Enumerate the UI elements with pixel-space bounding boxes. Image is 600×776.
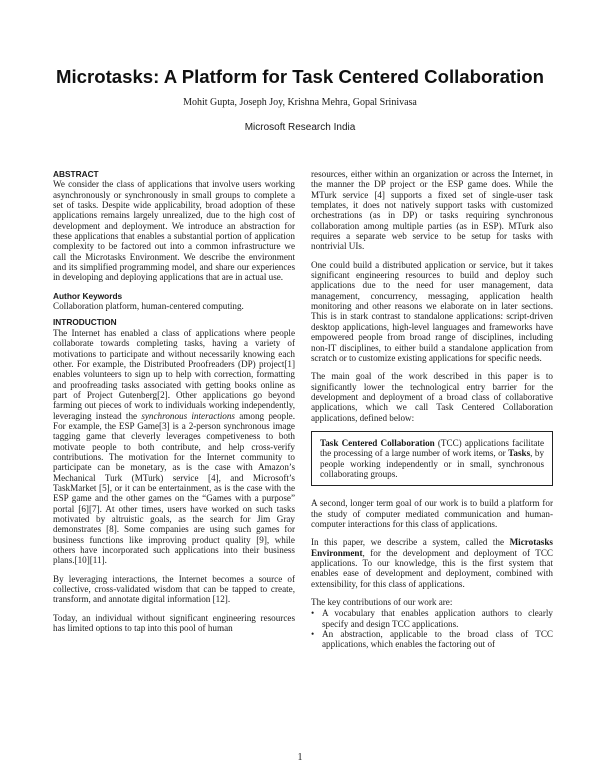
page-number: 1 — [297, 752, 303, 763]
callout-term-tcc: Task Centered Collaboration — [320, 437, 435, 448]
bullet-icon: • — [311, 629, 315, 640]
callout-text-2: , by people working independently or in small, synchronous collaborating groups. — [320, 448, 544, 479]
intro-paragraph-3: Today, an individual without significant engineering resources has limited options to tap into this pool of human — [53, 612, 295, 634]
keywords-text: Collaboration platform, human-centered computing. — [53, 301, 244, 312]
intro-paragraph-7: A second, longer term goal of our work is to build a platform for the study of computer mediated communication and human-computer interactions for this class of applications. — [311, 498, 553, 529]
callout-term-tasks: Tasks — [508, 448, 531, 459]
contributions-list — [311, 608, 553, 649]
right-column — [311, 169, 553, 650]
abstract-heading: ABSTRACT — [53, 169, 99, 179]
abstract-text: We consider the class of applications that involve users working asynchronously or synchronously in small groups to complete a set of tasks. Despite wide applicability, broad adoption of these applications remains largely unrealized, due to the high cost of development and deployment. We introduce an abstraction for these applications that enables a substantial portion of application complexity to be factored out into a common infrastructure we call the Microtasks Environment. We describe the environment and its simplified programming model, and share our experiences in developing and deploying applications that are in actual use. — [53, 179, 295, 283]
intro-p1-emphasis: synchronous interactions — [141, 410, 235, 421]
intro-p1-text-b: among people. For example, the ESP Game[3] is a 2-person synchronous image tagging game that cleverly leverages competiveness to both motivate people to both contribute, and help cross-verify contributions. The motivation for the Internet community to participate can be monetary, as is the case with Amazon’s Mechanical Turk (MTurk) service [4], and Microsoft’s TaskMarket [5], or it can be entertainment, as is the case with the ESP game and the other games on the “Games with a purpose” portal [6][7]. At other times, users have worked on such tasks motivated by altruistic goals, as the search for Jim Gray demonstrates [8]. Some companies are using such games for business functions like improving product quality [9], while others have incorporated such applications into their business plans.[10][11]. — [53, 410, 295, 566]
introduction-heading: INTRODUCTION — [53, 317, 117, 328]
author-list: Mohit Gupta, Joseph Joy, Krishna Mehra, Gopal Srinivasa — [183, 97, 417, 108]
affiliation: Microsoft Research India — [244, 122, 356, 133]
callout-text-1: (TCC) applications facilitate the processing of a large number of work items, or — [320, 437, 544, 459]
intro-paragraph-5: One could build a distributed application or service, but it takes significant engineering resources to build and deploy such applications due to the need for user management, data management, concurrency, messaging, application health monitoring and other reasons we elaborate on in later sections. This is in stark contrast to standalone applications: script-driven desktop applications, high-level languages and frameworks have empowered people from broad range of disciplines, including non-IT disciplines, to either build a standalone application from scratch or to customize existing applications for specific needs. — [311, 259, 553, 363]
bullet-icon: • — [311, 608, 315, 619]
tcc-definition-box — [311, 431, 553, 486]
paper-title: Microtasks: A Platform for Task Centered Collaboration — [55, 66, 544, 87]
contribution-text: An abstraction, applicable to the broad class of TCC applications, which enables the factoring out of — [322, 629, 553, 650]
left-column — [53, 169, 295, 641]
intro-paragraph-9: The key contributions of our work are: — [311, 597, 453, 608]
intro-paragraph-8 — [311, 537, 553, 589]
intro-paragraph-2: By leveraging interactions, the Internet becomes a source of collective, cross-validated wisdom that can be tapped to create, transform, and annotate digital information [12]. — [53, 573, 295, 605]
intro-p8-bold: Microtasks Environment — [311, 537, 553, 558]
list-item — [311, 629, 553, 650]
keywords-heading: Author Keywords — [53, 290, 123, 301]
intro-paragraph-4: resources, either within an organization or across the Internet, in the manner the DP project or the ESP game does. While the MTurk service [4] supports a fixed set of single-user task templates, it does not natively support tasks with customized orchestrations (as in DP) or tasks requiring synchronous collaboration among multiple parties (as in ESP). MTurk also requires a separate web service to be setup for tasks with nontrivial UIs. — [311, 169, 553, 252]
intro-p1-text-a: The Internet has enabled a class of applications where people collaborate towards completing tasks, having a variety of motivations to participate and without necessarily knowing each other. For example, the Distributed Proofreaders (DP) project[1] enables volunteers to sign up to help with correction, formatting and proofreading tasks associated with getting books online as part of Project Gutenberg[2]. Other applications go beyond farming out pieces of work to individuals working independently, leveraging instead the — [53, 327, 295, 421]
intro-p8-text-b: , for the development and deployment of TCC applications. To our knowledge, this is the first system that enables ease of development and deployment, combined with extensibility, for this class of applications. — [311, 547, 553, 589]
intro-p8-text-a: In this paper, we describe a system, called the — [311, 537, 510, 548]
intro-paragraph-1 — [53, 328, 295, 566]
intro-paragraph-6: The main goal of the work described in this paper is to significantly lower the technological entry barrier for the development and deployment of a broad class of collaborative applications, which we call Task Centered Collaboration applications, defined below: — [311, 371, 553, 423]
contribution-text: A vocabulary that enables application authors to clearly specify and design TCC applications. — [322, 608, 553, 629]
list-item — [311, 608, 553, 629]
